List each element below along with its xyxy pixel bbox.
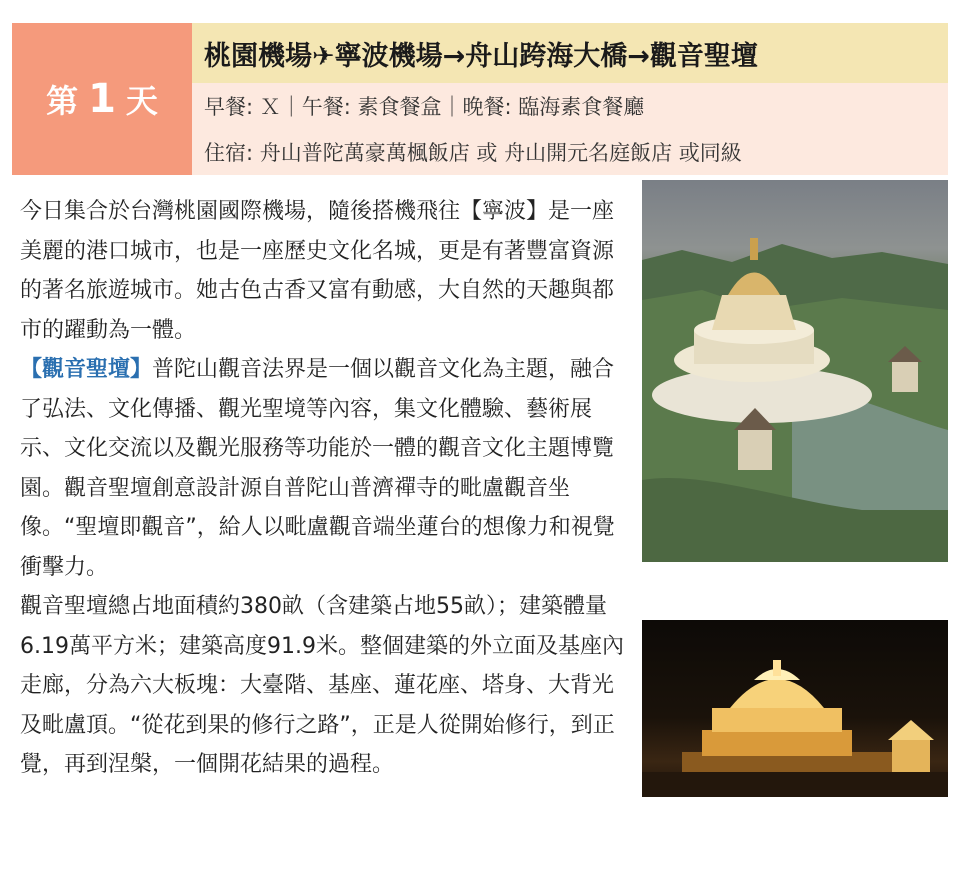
guanyin-text: 普陀山觀音法界是一個以觀音文化為主題，融合了弘法、文化傳播、觀光聖境等內容，集文化體驗、藝術展示、文化交流以及觀光服務等功能於一體的觀音文化主題博覽園。觀音聖壇創意設計源自普陀山普濟禪寺的毗盧觀音坐像。“聖壇即觀音”，給人以毗盧觀音端坐蓮台的想像力和視覺衝擊力。 [20,357,615,580]
info-bar [192,83,948,175]
day-badge [12,23,192,175]
day-header [12,23,948,175]
paragraph-ningbo: 今日集合於台灣桃園國際機場，隨後搭機飛往【寧波】是一座美麗的港口城市，也是一座歷史文化名城，更是有著豐富資源的著名旅遊城市。她古色古香又富有動感，大自然的天趣與都市的躍動為一體。 [20,199,615,343]
temple-night-photo [642,620,948,797]
lodging-line: 住宿: 舟山普陀萬豪萬楓飯店 或 舟山開元名庭飯店 或同級 [204,141,742,165]
meals-line: 早餐: Ｘ｜午餐: 素食餐盒｜晚餐: 臨海素食餐廳 [204,95,645,119]
paragraph-guanyin [20,350,632,587]
paragraph-stats: 觀音聖壇總占地面積約380畝（含建築占地55畝）；建築體量6.19萬平方米；建築高度91.9米。整個建築的外立面及基座內走廊，分為六大板塊：大臺階、基座、蓮花座、塔身、大背光及毗盧頂。“從花到果的修行之路”，正是人從開始修行，到正覺，再到涅槃，一個開花結果的過程。 [20,594,624,777]
day-number: 1 [88,76,116,122]
temple-aerial-photo [642,180,948,562]
itinerary-description [20,192,632,785]
route-title: 桃園機場✈寧波機場→舟山跨海大橋→觀音聖壇 [192,23,948,83]
guanyin-highlight: 【觀音聖壇】 [20,357,153,382]
day-prefix: 第 [46,82,79,120]
day-suffix: 天 [125,82,158,120]
